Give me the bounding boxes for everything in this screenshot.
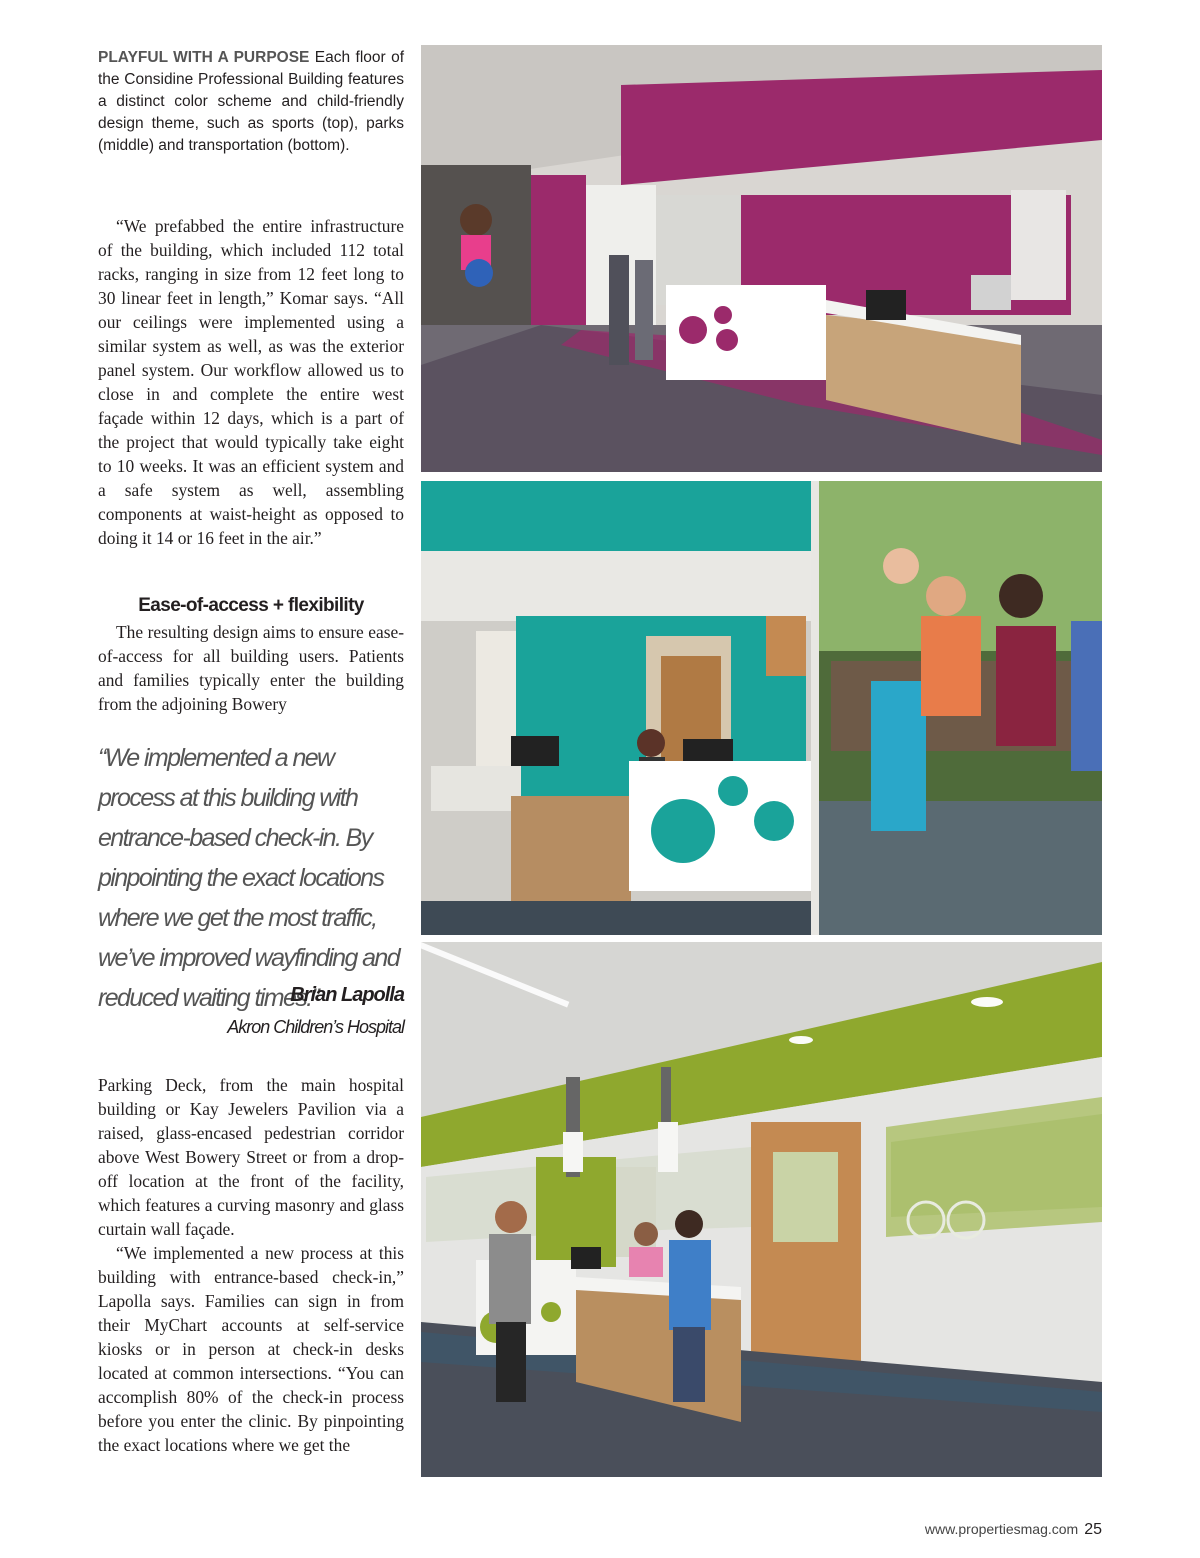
- photo-transportation-floor: [421, 942, 1102, 1477]
- pull-quote: “We implemented a new process at this building with entrance-based check-in. By pinpointing the exact locations where we get the most traffic, we’ve improved wayfinding and reduced waiting times.”: [98, 744, 400, 1012]
- pull-quote-name: Brian Lapolla: [290, 984, 404, 1006]
- pull-quote-organization: Akron Children’s Hospital: [227, 1017, 404, 1037]
- body-paragraph: “We implemented a new process at this building with entrance-based check-in,” Lapolla says. Families can sign in from their MyChart accounts at self-service kiosks or in person at check-in desks located at common intersections. “You can accomplish 80% of the check-in process before you enter the clinic. By pinpointing the exact locations where we get the: [98, 1243, 404, 1455]
- body-paragraph: Parking Deck, from the main hospital building or Kay Jewelers Pavilion via a raised, glass-encased pedestrian corridor above West Bowery Street or from a drop-off location at the front of the facility, which features a curving masonry and glass curtain wall façade.: [98, 1075, 404, 1239]
- caption-text: Each floor of the Considine Professional Building features a distinct color scheme and child-friendly design theme, such as sports (top), parks (middle) and transportation (bottom).: [98, 49, 405, 154]
- body-paragraph: The resulting design aims to ensure ease-of-access for all building users. Patients and families typically enter the building from the adjoining Bowery: [98, 622, 404, 714]
- page-footer: [925, 1521, 1102, 1539]
- photo-sports-floor: [421, 45, 1102, 472]
- body-column-top: [98, 214, 404, 550]
- section-subhead: Ease-of-access + flexibility: [138, 595, 364, 616]
- body-paragraph: “We prefabbed the entire infrastructure of the building, which included 112 total racks, ranging in size from 12 feet long to 30 linear feet in length,” Komar says. “All our ceilings were implemented using a similar system as well, as was the exterior panel system. Our workflow allowed us to close in and complete the entire west façade within 12 days, which is a part of the project that would typically take eight to 10 weeks. It was an efficient system and a safe system as well, assembling components at waist-height as opposed to doing it 14 or 16 feet in the air.”: [98, 216, 404, 548]
- photo-parks-floor: [421, 481, 1102, 935]
- photo-caption: [98, 47, 404, 157]
- body-column-mid: [98, 620, 404, 716]
- footer-url: www.propertiesmag.com: [924, 1521, 1079, 1537]
- body-column-bottom: [98, 1073, 404, 1457]
- caption-lead: PLAYFUL WITH A PURPOSE: [98, 49, 310, 66]
- page-number: 25: [1084, 1521, 1102, 1538]
